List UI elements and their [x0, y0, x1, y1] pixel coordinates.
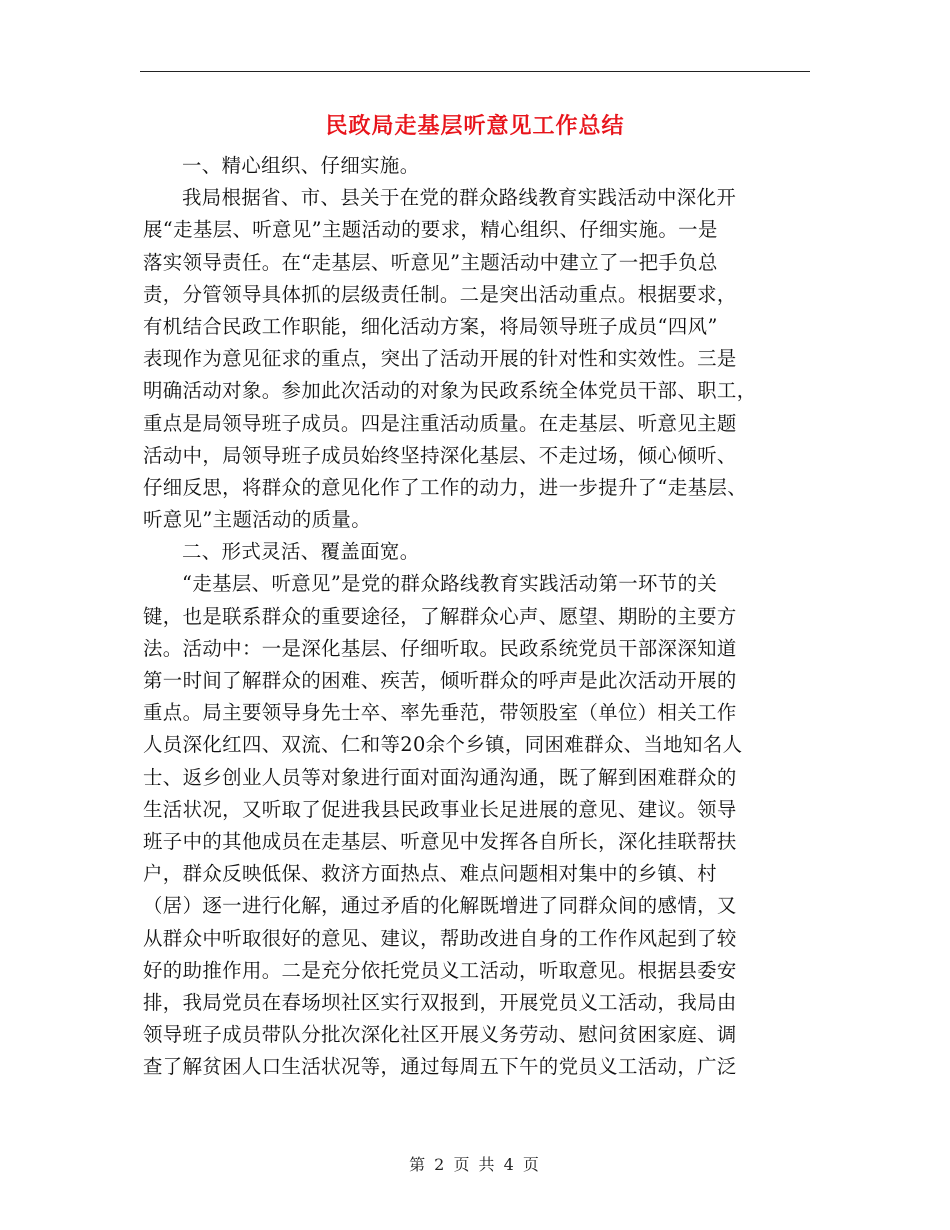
header-rule [140, 71, 810, 72]
paragraph-line: 重点。局主要领导身先士卒、率先垂范，带领股室（单位）相关工作 [143, 701, 737, 725]
paragraph-line: 从群众中听取很好的意见、建议，帮助改进自身的工作作风起到了较 [143, 926, 737, 950]
section-heading: 一、精心组织、仔细实施。 [182, 154, 420, 177]
paragraph-line: 听意见”主题活动的质量。 [143, 508, 372, 532]
paragraph-line: 第一时间了解群众的困难、疾苦，倾听群众的呼声是此次活动开展的 [143, 669, 737, 692]
paragraph-line: 重点是局领导班子成员。四是注重活动质量。在走基层、听意见主题 [143, 411, 737, 435]
paragraph-line: 明确活动对象。参加此次活动的对象为民政系统全体党员干部、职工， [143, 379, 757, 403]
paragraph-line: 展“走基层、听意见”主题活动的要求，精心组织、仔细实施。一是 [143, 218, 718, 242]
paragraph-line: 落实领导责任。在“走基层、听意见”主题活动中建立了一把手负总 [143, 250, 718, 274]
paragraph-line: 领导班子成员带队分批次深化社区开展义务劳动、慰问贫困家庭、调 [143, 1023, 737, 1047]
section-heading: 二、形式灵活、覆盖面宽。 [182, 540, 420, 564]
paragraph-line: 好的助推作用。二是充分依托党员义工活动，听取意见。根据县委安 [143, 958, 737, 982]
paragraph-line: 法。活动中：一是深化基层、仔细听取。民政系统党员干部深深知道 [143, 636, 737, 660]
paragraph-line: （居）逐一进行化解，通过矛盾的化解既增进了同群众间的感情，又 [143, 894, 737, 918]
paragraph-line: 键，也是联系群众的重要途径，了解群众心声、愿望、期盼的主要方 [143, 604, 737, 628]
document-title: 民政局走基层听意见工作总结 [325, 113, 625, 139]
paragraph-line: 班子中的其他成员在走基层、听意见中发挥各自所长，深化挂联帮扶 [143, 829, 737, 853]
paragraph-line: 生活状况，又听取了促进我县民政事业长足进展的意见、建议。领导 [143, 797, 737, 821]
paragraph-line: 责，分管领导具体抓的层级责任制。二是突出活动重点。根据要求， [143, 282, 737, 306]
paragraph-line: 排，我局党员在春场坝社区实行双报到，开展党员义工活动，我局由 [143, 990, 737, 1014]
paragraph-line: “走基层、听意见”是党的群众路线教育实践活动第一环节的关 [182, 572, 718, 596]
paragraph-line: 表现作为意见征求的重点，突出了活动开展的针对性和实效性。三是 [143, 347, 737, 371]
paragraph-line: 人员深化红四、双流、仁和等20余个乡镇，同困难群众、当地知名人 [143, 733, 743, 757]
paragraph-line: 查了解贫困人口生活状况等，通过每周五下午的党员义工活动，广泛 [143, 1055, 737, 1079]
paragraph-line: 我局根据省、市、县关于在党的群众路线教育实践活动中深化开 [182, 186, 737, 210]
paragraph-line: 仔细反思，将群众的意见化作了工作的动力，进一步提升了“走基层、 [143, 475, 748, 499]
paragraph-line: 活动中，局领导班子成员始终坚持深化基层、不走过场，倾心倾听、 [143, 443, 737, 467]
document-body [143, 150, 803, 1083]
paragraph-line: 有机结合民政工作职能，细化活动方案，将局领导班子成员“四风” [143, 314, 718, 338]
paragraph-line: 士、返乡创业人员等对象进行面对面沟通沟通，既了解到困难群众的 [143, 765, 737, 789]
paragraph-line: 户，群众反映低保、救济方面热点、难点问题相对集中的乡镇、村 [143, 862, 717, 886]
page-number: 第 2 页 共 4 页 [409, 1155, 541, 1174]
